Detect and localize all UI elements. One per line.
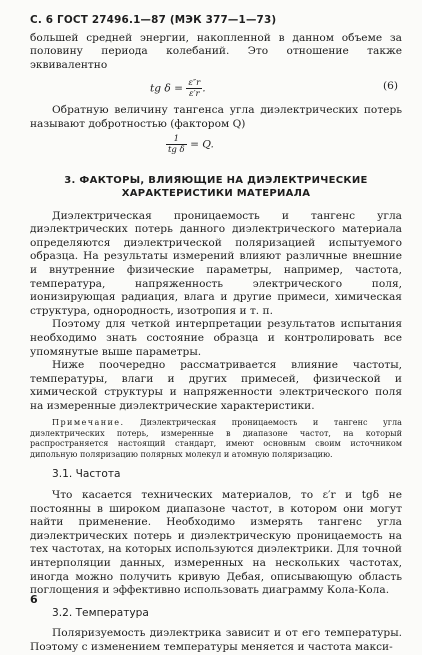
formula-q-denominator: tg δ <box>168 144 185 155</box>
formula-denominator: ε′r <box>189 89 200 100</box>
formula-6 <box>30 74 402 102</box>
document-page <box>30 14 402 655</box>
section-title <box>30 174 402 200</box>
formula-q-numerator: 1 <box>166 134 187 145</box>
paragraph-quality-factor: Обратную величину тангенса угла диэлектрических потерь называют добротностью (фактором Q) <box>30 104 402 130</box>
formula-q <box>30 132 402 162</box>
paragraph-factors: Диэлектрическая проницаемость и тангенс угла диэлектрических потерь данного диэлектрического материала определяются диэлектрической поляризацией испытуемого образца. На результаты измерений влияют различные внешние и внутренние физические параметры, например, частота, температура, напряженность электрического поля, ионизирующая радиация, влага и другие примеси, химическая структура, однородность, изотропия и т. п. <box>30 209 402 317</box>
equation-number: (6) <box>382 80 398 93</box>
formula-fraction <box>186 78 202 99</box>
formula-q-fraction <box>166 134 187 155</box>
section-title-line-2: ХАРАКТЕРИСТИКИ МАТЕРИАЛА <box>121 187 311 199</box>
formula-q-rhs: = Q. <box>190 138 214 151</box>
subsection-temperature: 3.2. Температура <box>52 606 149 619</box>
formula-tail: . <box>202 82 206 95</box>
formula-numerator: ε″r <box>188 78 201 89</box>
paragraph-interpretation: Поэтому для четкой интерпретации результатов испытания необходимо знать состояние образца и контролировать все упомянутые выше параметры. <box>30 318 402 358</box>
subsection-frequency: 3.1. Частота <box>52 468 121 481</box>
paragraph-overview: Ниже поочередно рассматривается влияние частоты, температуры, влаги и других примесей, физической и химической структуры и напряженности электрического поля на измеренные диэлектрические характеристики. <box>30 359 402 412</box>
running-header: С. 6 ГОСТ 27496.1—87 (МЭК 377—1—73) <box>30 14 277 26</box>
page-number: 6 <box>30 593 38 606</box>
paragraph-frequency: Что касается технических материалов, то ε′r и tgδ не постоянны в широком диапазоне частот, в котором они могут найти применение. Необходимо измерять тангенс угла диэлектрических потерь и диэлектрическую проницаемость на тех частотах, на которых используются диэлектрики. Для точной интерполяции данных, измеренных на нескольких частотах, иногда можно получить кривую Дебая, описывающую область поглощения и эффективно использовать диаграмму Кола-Кола. <box>30 489 402 597</box>
note-text: Диэлектрическая проницаемость и тангенс угла диэлектрических потерь, измеренные в диапазоне частот, на который распространяется настоящий стандарт, имеют основным своим источником дипольную поляризацию полярных молекул и атомную поляризацию. <box>30 417 403 459</box>
formula-q-expression <box>166 134 214 155</box>
formula-lhs: tg δ = <box>150 82 184 95</box>
formula-tg-delta <box>150 78 206 99</box>
paragraph-temperature: Поляризуемость диэлектрика зависит и от его температуры. Поэтому с изменением температуры меняется и частота макси- <box>30 627 402 653</box>
note <box>30 417 402 459</box>
note-label: Примечание. <box>52 417 125 428</box>
paragraph-intro: большей средней энергии, накопленной в данном объеме за половину периода колебаний. Это отношение также эквивалентно <box>30 31 402 71</box>
section-title-line-1: 3. ФАКТОРЫ, ВЛИЯЮЩИЕ НА ДИЭЛЕКТРИЧЕСКИЕ <box>64 174 368 186</box>
